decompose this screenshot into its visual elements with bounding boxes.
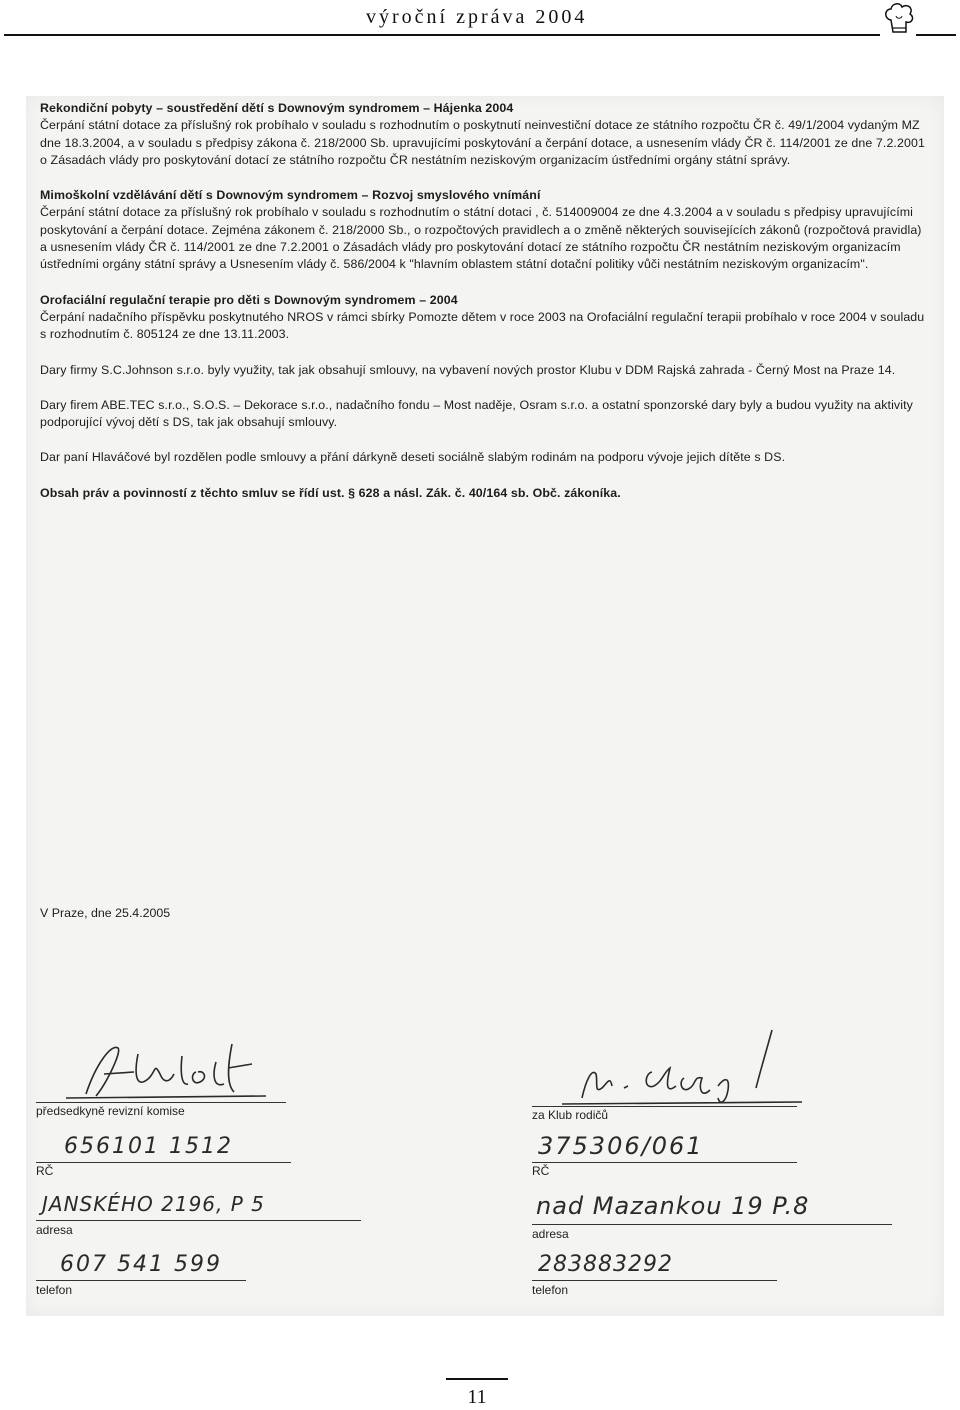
signature-block-right <box>532 1028 872 1304</box>
address-line <box>532 1224 892 1225</box>
signature-scribble-left <box>56 1034 286 1104</box>
rc-line <box>532 1162 797 1163</box>
report-title: výroční zpráva 2004 <box>366 6 588 28</box>
address-label: adresa <box>36 1223 73 1237</box>
paragraph-dary-scjohnson <box>40 362 930 379</box>
signature-block-left <box>36 1034 376 1304</box>
paragraph-orofacialni-terapie <box>40 292 930 344</box>
phone-label: telefon <box>532 1283 569 1297</box>
paragraph-dar-hlavacove <box>40 449 930 466</box>
address-label: adresa <box>532 1227 569 1241</box>
paragraph-rekondicni-pobyty <box>40 100 930 169</box>
paragraph-body: Dary firem ABE.TEC s.r.o., S.O.S. – Dekorace s.r.o., nadačního fondu – Most naděje, Osram s.r.o. a ostatní sponzorské dary byly a budou využity na aktivity podporující vývoj dětí s DS, tak jak obsahují smlouvy. <box>40 397 913 430</box>
signature-line <box>36 1102 286 1103</box>
rc-label: RČ <box>36 1164 54 1178</box>
phone-handwritten-value: 283883292 <box>538 1252 673 1277</box>
signature-line <box>532 1106 797 1107</box>
rc-handwritten-value: 656101 1512 <box>64 1134 233 1159</box>
signature-scribble-right <box>552 1028 802 1108</box>
paragraph-title: Orofaciální regulační terapie pro děti s Downovým syndromem – 2004 <box>40 292 458 307</box>
address-handwritten-value: JANSKÉHO 2196, P 5 <box>42 1192 265 1216</box>
chef-hat-icon <box>882 0 916 38</box>
paragraph-body: Čerpání státní dotace za příslušný rok probíhalo v souladu s rozhodnutím o státní dotaci , č. 514009004 ze dne 4.3.2004 a v souladu s předpisy upravujícími poskytování a čerpání dotace. Zejména zákonem č. 218/2000 Sb., o rozpočtových pravidlech a o změně některých souvisejících zákonů (rozpočtová pravidla) a usnesením vlády ČR č. 114/2001 ze dne 7.2.2001 o Zásadách vlády pro poskytování dotací ze státního rozpočtu ČR nestátním neziskovým organizacím ústředními orgány státní správy a Usnesením vlády č. 586/2004 k "hlavním oblastem státní dotační politiky vůči nestátním neziskovým organizacím". <box>40 205 922 272</box>
address-line <box>36 1220 361 1221</box>
signer-role-label: předsedkyně revizní komise <box>36 1104 185 1118</box>
rc-line <box>36 1162 291 1163</box>
header-rule-right <box>916 34 956 36</box>
paragraph-body: Dar paní Hlaváčové byl rozdělen podle smlouvy a přání dárkyně deseti sociálně slabým rodinám na podporu vývoje jejich dítěte s DS. <box>40 450 786 465</box>
paragraph-body: Dary firmy S.C.Johnson s.r.o. byly využity, tak jak obsahují smlouvy, na vybavení nových prostor Klubu v DDM Rajská zahrada - Černý Most na Praze 14. <box>40 362 896 377</box>
phone-line <box>532 1280 777 1281</box>
document-body <box>40 100 930 520</box>
closing-statement: Obsah práv a povinností z těchto smluv se řídí ust. § 628 a násl. Zák. č. 40/164 sb. Obč. zákoníka. <box>40 485 621 500</box>
signer-role-label: za Klub rodičů <box>532 1108 609 1122</box>
address-handwritten-value: nad Mazankou 19 P.8 <box>536 1192 810 1220</box>
page-number: 11 <box>467 1386 487 1408</box>
paragraph-body: Čerpání nadačního příspěvku poskytnutého NROS v rámci sbírky Pomozte dětem v roce 2003 na Orofaciální regulační terapii probíhalo v roce 2004 v souladu s rozhodnutím č. 805124 ze dne 13.11.2003. <box>40 309 925 342</box>
rc-handwritten-value: 375306/061 <box>538 1132 704 1160</box>
footer-rule <box>446 1378 508 1380</box>
phone-label: telefon <box>36 1283 73 1297</box>
phone-handwritten-value: 607 541 599 <box>60 1252 222 1277</box>
header-rule <box>4 34 880 36</box>
scanned-document <box>26 96 944 1316</box>
paragraph-body: Čerpání státní dotace za příslušný rok probíhalo v souladu s rozhodnutím o poskytnutí neinvestiční dotace ze státního rozpočtu ČR č. 49/1/2004 vydaným MZ dne 18.3.2004, a v souladu s předpisy zákona č. 218/2000 Sb. upravujícími poskytování a čerpání dotace, a usnesením vlády ČR č. 114/2001 ze dne 7.2.2001 o Zásadách vlády pro poskytování dotací ze státního rozpočtu ČR nestátním neziskovým organizacím ústředními orgány státní správy. <box>40 118 925 167</box>
paragraph-mimoskolni-vzdelavani <box>40 187 930 273</box>
phone-line <box>36 1280 246 1281</box>
paragraph-dary-firem <box>40 397 930 432</box>
rc-label: RČ <box>532 1164 550 1178</box>
paragraph-title: Mimoškolní vzdělávání dětí s Downovým syndromem – Rozvoj smyslového vnímání <box>40 188 541 203</box>
paragraph-title: Rekondiční pobyty – soustředění dětí s Downovým syndromem – Hájenka 2004 <box>40 101 514 115</box>
date-line: V Praze, dne 25.4.2005 <box>40 906 171 920</box>
